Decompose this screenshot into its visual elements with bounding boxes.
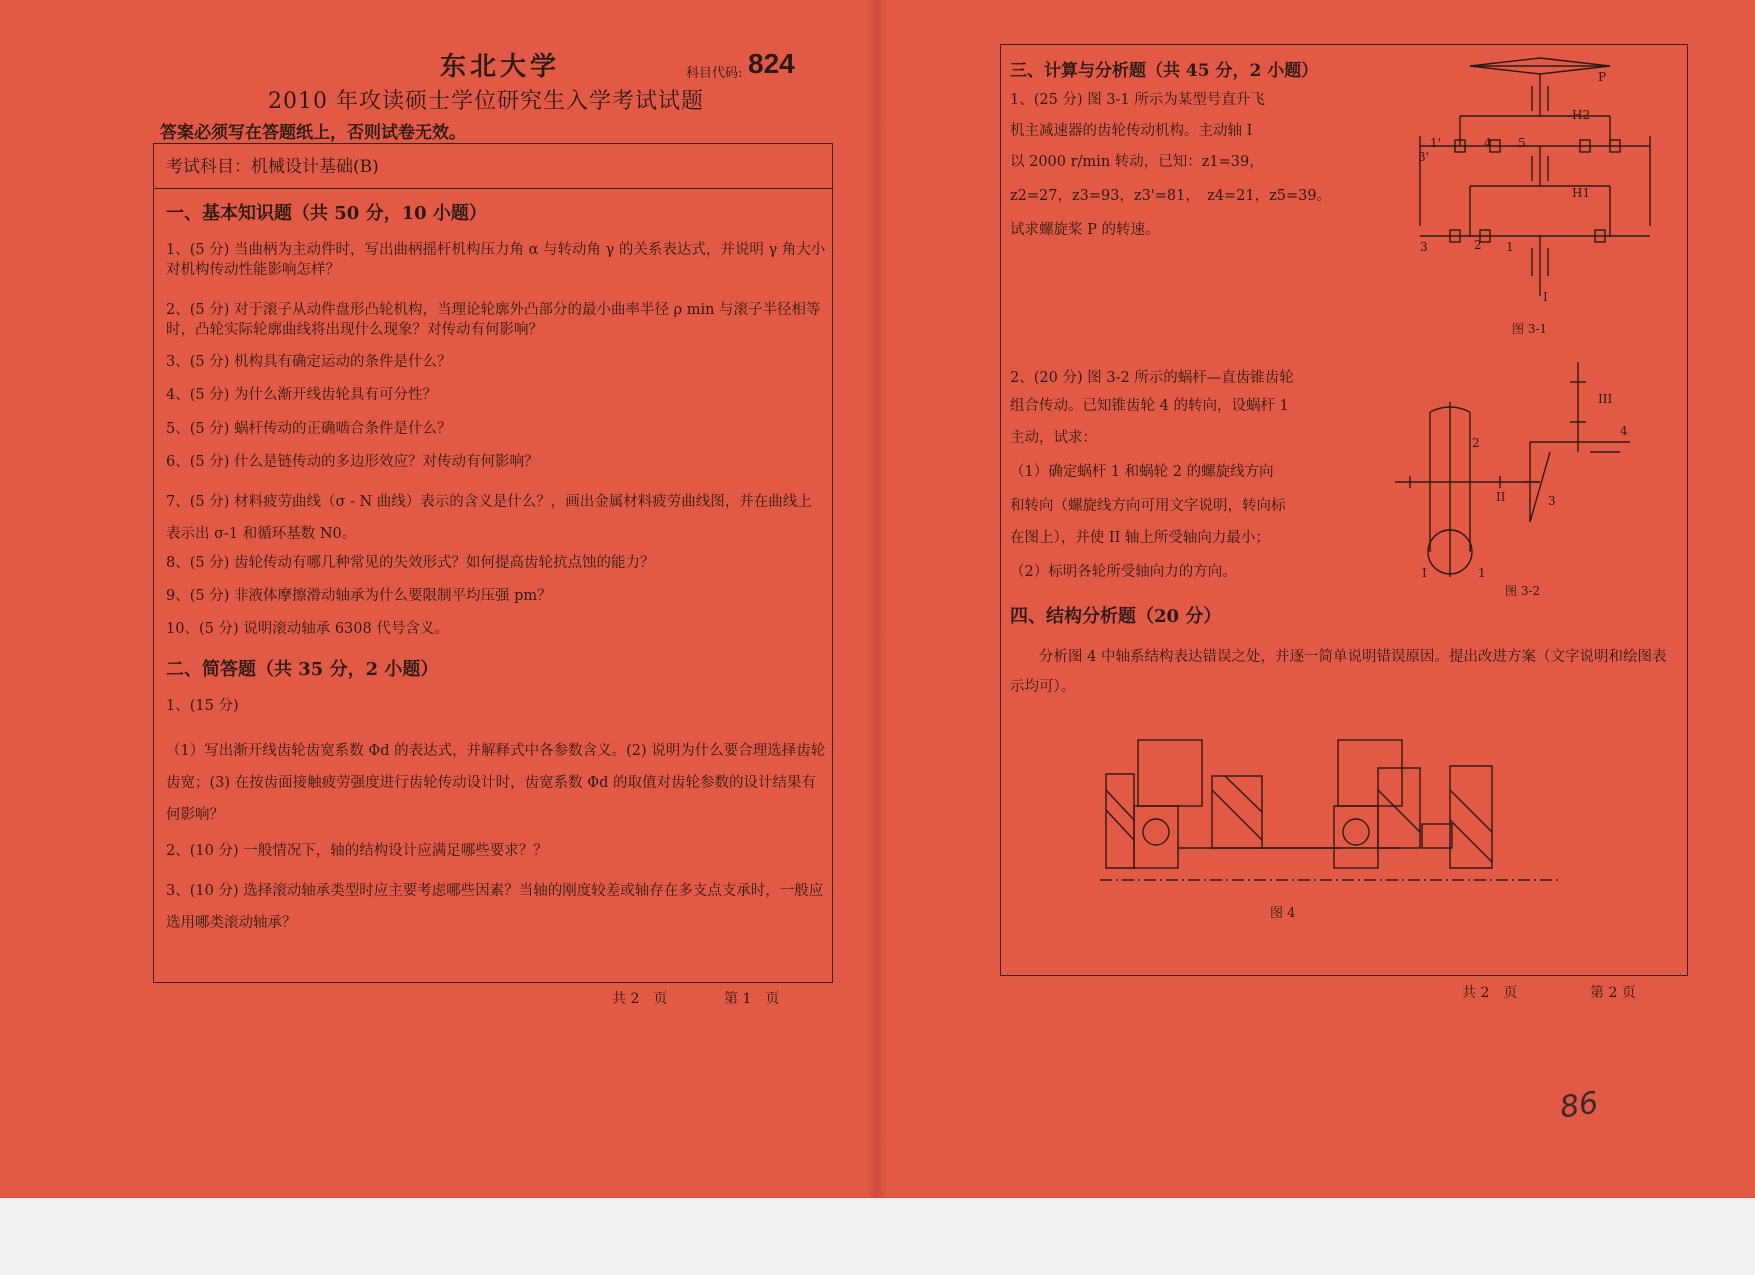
q3-2-line6: 在图上），并使 II 轴上所受轴向力最小； xyxy=(1010,530,1270,546)
right-footer-page: 第 2 页 xyxy=(1590,985,1636,1001)
section4-body: 分析图 4 中轴系结构表达错误之处，并逐一简单说明错误原因。提出改进方案（文字说明和绘图表示均可）。 xyxy=(1010,649,1667,695)
exam-title: 2010 年攻读硕士学位研究生入学考试试题 xyxy=(268,89,704,114)
fig31-label-h1: H1 xyxy=(1572,186,1591,200)
q3-1-line5: 试求螺旋桨 P 的转速。 xyxy=(1010,222,1160,238)
fig31-label-h2: H2 xyxy=(1572,108,1591,122)
fig31-label-1prime: 1' xyxy=(1430,136,1441,150)
q3-2-line7: （2）标明各轮所受轴向力的方向。 xyxy=(1010,564,1237,580)
question-1-5: 5、(5 分) 蜗杆传动的正确啮合条件是什么？ xyxy=(166,421,452,437)
fig32-label-shaft-i: I xyxy=(1422,566,1427,580)
fig32-label-4: 4 xyxy=(1620,424,1628,438)
university-name: 东北大学 xyxy=(440,52,561,82)
figure-3-2-caption: 图 3-2 xyxy=(1505,584,1541,598)
fig32-label-iii: III xyxy=(1598,392,1613,406)
q3-1-line3: 以 2000 r/min 转动，已知：z1=39， xyxy=(1010,154,1264,170)
figure-3-1-diagram xyxy=(1410,56,1680,316)
fig31-label-5: 5 xyxy=(1518,136,1526,150)
q3-1-line1: 1、(25 分) 图 3-1 所示为某型号直升飞 xyxy=(1010,92,1265,108)
right-footer-total: 共 2 页 xyxy=(1462,985,1518,1001)
handwritten-page-number: 86 xyxy=(1557,1085,1601,1126)
fig31-label-4: 4 xyxy=(1484,136,1492,150)
page-fold xyxy=(866,0,888,1198)
fig31-label-2: 2 xyxy=(1474,238,1482,252)
question-2-1-head: 1、(15 分) xyxy=(166,698,239,714)
fig32-label-2: 2 xyxy=(1472,436,1480,450)
figure-4-diagram xyxy=(1100,740,1580,890)
fig31-label-3: 3 xyxy=(1420,240,1428,254)
q3-2-line5: 和转向（螺旋线方向可用文字说明，转向标 xyxy=(1010,498,1286,514)
question-2-2: 2、(10 分) 一般情况下，轴的结构设计应满足哪些要求？？ xyxy=(166,843,548,859)
question-1-9: 9、(5 分) 非液体摩擦滑动轴承为什么要限制平均压强 pm？ xyxy=(166,588,552,604)
figure-3-1-caption: 图 3-1 xyxy=(1512,322,1548,336)
q3-2-line1: 2、(20 分) 图 3-2 所示的蜗杆—直齿锥齿轮 xyxy=(1010,370,1294,386)
question-1-7: 7、(5 分) 材料疲劳曲线（σ - N 曲线）表示的含义是什么？，画出金属材料疲劳曲线图，并在曲线上表示出 σ-1 和循环基数 N0。 xyxy=(166,494,812,542)
fig32-label-1: 1 xyxy=(1478,566,1486,580)
subject-code-label: 科目代码: xyxy=(686,66,743,81)
left-footer-total: 共 2 页 xyxy=(612,991,668,1007)
question-1-6: 6、(5 分) 什么是链传动的多边形效应？对传动有何影响？ xyxy=(166,454,539,470)
fig32-label-ii: II xyxy=(1496,490,1506,504)
fig31-label-shaft-i: I xyxy=(1543,290,1548,304)
question-1-4: 4、(5 分) 为什么渐开线齿轮具有可分性？ xyxy=(166,387,437,403)
question-1-2: 2、(5 分) 对于滚子从动件盘形凸轮机构，当理论轮廓外凸部分的最小曲率半径 ρ min 与滚子半径相等时，凸轮实际轮廓曲线将出现什么现象？对传动有何影响？ xyxy=(166,302,821,338)
section3-title: 三、计算与分析题（共 45 分，2 小题） xyxy=(1010,61,1319,81)
q3-2-line4: （1）确定蜗杆 1 和蜗轮 2 的螺旋线方向 xyxy=(1010,464,1274,480)
fig32-label-3: 3 xyxy=(1548,494,1556,508)
fig31-label-p: P xyxy=(1598,70,1607,84)
figure-4-caption: 图 4 xyxy=(1270,906,1296,921)
section2-title: 二、简答题（共 35 分，2 小题） xyxy=(166,659,439,680)
q3-2-line3: 主动，试求： xyxy=(1010,430,1097,446)
question-2-1-body: （1）写出渐开线齿轮齿宽系数 Φd 的表达式，并解释式中各参数含义。(2) 说明为什么要合理选择齿轮齿宽；(3) 在按齿面接触疲劳强度进行齿轮传动设计时，齿宽系数 Φd 的取值对齿轮参数的设计结果有何影响？ xyxy=(166,743,826,823)
question-1-8: 8、(5 分) 齿轮传动有哪几种常见的失效形式？如何提高齿轮抗点蚀的能力？ xyxy=(166,555,655,571)
subject-code: 824 xyxy=(748,48,795,79)
answer-warning: 答案必须写在答题纸上，否则试卷无效。 xyxy=(160,123,466,143)
q3-2-line2: 组合传动。已知锥齿轮 4 的转向，设蜗杆 1 xyxy=(1010,398,1289,414)
q3-1-line2: 机主减速器的齿轮传动机构。主动轴 I xyxy=(1010,123,1253,139)
question-1-3: 3、(5 分) 机构具有确定运动的条件是什么？ xyxy=(166,354,452,370)
fig31-label-1: 1 xyxy=(1506,240,1514,254)
left-footer-page: 第 1 页 xyxy=(724,991,780,1007)
fig31-label-3prime: 3' xyxy=(1418,150,1429,164)
question-1-1: 1、(5 分) 当曲柄为主动件时，写出曲柄摇杆机构压力角 α 与转动角 γ 的关系表达式，并说明 γ 角大小对机构传动性能影响怎样？ xyxy=(166,242,826,278)
section4-title: 四、结构分析题（20 分） xyxy=(1010,606,1222,627)
q3-1-line4: z2=27，z3=93，z3'=81， z4=21，z5=39。 xyxy=(1010,188,1332,204)
exam-subject: 考试科目：机械设计基础(B) xyxy=(166,157,379,177)
question-2-3: 3、(10 分) 选择滚动轴承类型时应主要考虑哪些因素？当轴的刚度较差或轴存在多支点支承时，一般应选用哪类滚动轴承？ xyxy=(166,883,824,931)
section1-title: 一、基本知识题（共 50 分，10 小题） xyxy=(166,203,487,224)
question-1-10: 10、(5 分) 说明滚动轴承 6308 代号含义。 xyxy=(166,621,449,637)
